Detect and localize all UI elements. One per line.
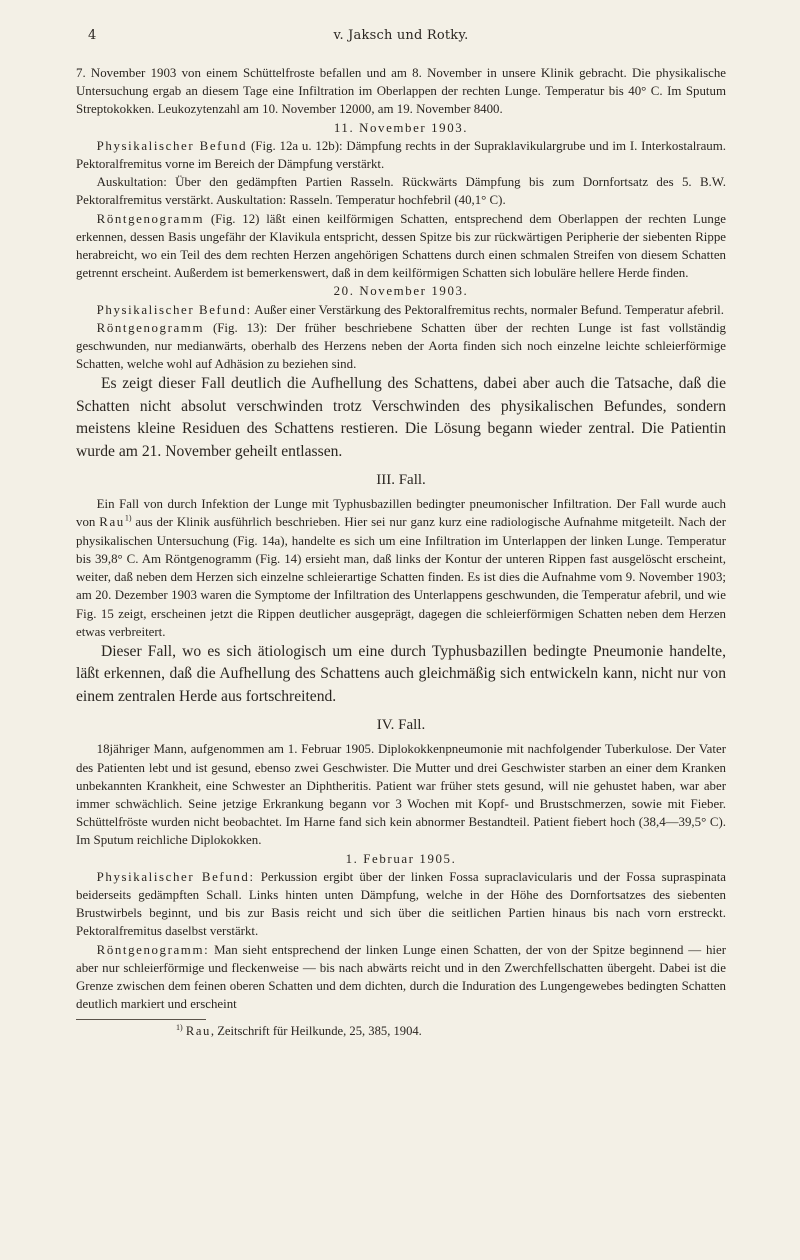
paragraph xyxy=(76,495,726,641)
summary-paragraph: Dieser Fall, wo es sich ätiologisch um eine durch Typhusbazillen bedingte Pneumonie handelte, läßt erkennen, daß die Aufhellung des Schattens auch gleichmäßig sich entwickeln kann, nicht nur von einem zentralen Herde aus fortschreitend. xyxy=(76,642,726,705)
running-title: v. Jaksch und Rotky. xyxy=(333,28,469,43)
page-header xyxy=(72,28,730,48)
footnote-ref: 1) xyxy=(124,514,132,524)
spaced-lead: Röntgenogramm xyxy=(96,211,205,226)
paragraph xyxy=(76,301,726,319)
paragraph xyxy=(76,319,726,374)
footnote-divider xyxy=(76,1019,206,1020)
paragraph-text: aus der Klinik ausführlich beschrieben. Hier sei nur ganz kurz eine radiologische Aufnahme mitgeteilt. Nach der physikalischen Untersuchung (Fig. 14a), handelte es sich um eine Infiltration im Unterlappen der linken Lunge. Temperatur bis 39,8° C. Am Röntgenogramm (Fig. 14) ersieht man, daß links der Kontur der unteren Rippen fast ausgelöscht erscheint, weiter, daß neben dem Herzen sich einzelne schleierartige Schatten finden. Es ist dies die Aufnahme vom 9. November 1903; am 20. Dezember 1903 waren die Symptome der Infiltration des Unterlappens geschwunden, die Temperatur afebril, und wie Fig. 15 zeigt, erscheinen jetzt die Rippen deutlicher ausgeprägt, dagegen die schleierförmigen Schatten neben dem Herzen etwas verbreitert. xyxy=(76,515,726,639)
spaced-lead: Physikalischer Befund: xyxy=(96,302,252,317)
footnote-mark: 1) xyxy=(176,1023,183,1033)
paragraph: 7. November 1903 von einem Schüttelfroste befallen und am 8. November in unsere Klinik gebracht. Die physikalische Untersuchung ergab an diesem Tage eine Infiltration im Oberlappen der rechten Lunge. Temperatur bis 40° C. Im Sputum Streptokokken. Leukozytenzahl am 10. November 12000, am 19. November 8400. xyxy=(76,66,726,117)
footnote-text: , Zeitschrift für Heilkunde, 25, 385, 1904. xyxy=(210,1024,422,1039)
date-line: 20. November 1903. xyxy=(333,284,469,299)
paragraph xyxy=(76,941,726,1014)
spaced-lead: Physikalischer Befund xyxy=(96,138,248,153)
paragraph: Auskultation: Über den gedämpften Partien Rasseln. Rückwärts Dämpfung bis zum Dornfortsatz des 5. B.W. Pektoralfremitus verstärkt. Auskultation: Rasseln. Temperatur hochfebril (40,1° C). xyxy=(76,175,726,208)
paragraph: 18jähriger Mann, aufgenommen am 1. Februar 1905. Diplokokkenpneumonie mit nachfolgender Tuberkulose. Der Vater des Patienten lebt und ist gesund, ebenso zwei Geschwister. Die Mutter und drei Geschwister starben an einer dem Kranken unbekannten Krankheit, eine Schwester an Diphtheritis. Patient war früher stets gesund, will nie gehustet haben, war aber immer schwächlich. Seine jetzige Erkrankung begann vor 3 Wochen mit Kopf- und Brustschmerzen, sowie mit Fieber. Schüttelfröste wurden nicht beobachtet. Im Harne fand sich kein abnormer Bestandteil. Patient fiebert hoch (38,4—39,5° C). Im Sputum reichliche Diplokokken. xyxy=(76,742,726,848)
paragraph-text: (Fig. 12a u. 12b): Dämpfung rechts in der Supraklavikulargrube und im I. Interkostalraum. Pektoralfremitus vorne im Bereich der Dämpfung verstärkt. xyxy=(76,138,726,172)
paragraph xyxy=(76,210,726,283)
paragraph-text: Ein Fall von durch Infektion der Lunge mit Typhusbazillen bedingter pneumonischer Infiltration. Der Fall wurde auch von xyxy=(76,497,726,530)
section-heading: IV. Fall. xyxy=(376,717,426,734)
spaced-lead: Röntgenogramm xyxy=(96,320,205,335)
date-line: 11. November 1903. xyxy=(333,120,469,135)
page-body xyxy=(76,64,726,1041)
paragraph-text: Außer einer Verstärkung des Pektoralfremitus rechts, normaler Befund. Temperatur afebril. xyxy=(251,302,724,317)
paragraph xyxy=(76,868,726,941)
paragraph-text: (Fig. 12) läßt einen keilförmigen Schatten, entsprechend dem Oberlappen der rechten Lunge erkennen, dessen Basis ungefähr der Klavikula entspricht, dessen Spitze bis zur rückwärtigen Peripherie der siebenten Rippe herabreicht, wo ein Teil des dem rechten Herzen angehörigen Schattens durch einen schmalen Streifen von diesem Schatten getrennt erscheint. Außerdem ist bemerkenswert, daß in dem keilförmigen Schatten sich lobuläre hellere Herde finden. xyxy=(76,211,726,281)
date-line: 1. Februar 1905. xyxy=(345,851,457,866)
spaced-lead: Physikalischer Befund: xyxy=(96,869,255,884)
paragraph xyxy=(76,137,726,173)
author-name: Rau xyxy=(99,515,125,530)
paragraph-text: (Fig. 13): Der früher beschriebene Schatten über der rechten Lunge ist fast vollständig geschwunden, nur medianwärts, oberhalb des Herzens neben der Aorta finden sich noch einzelne leichte schleierförmige Schatten, welche wohl auf Adhäsion zu beziehen sind. xyxy=(76,320,726,372)
footnote-author: Rau xyxy=(185,1024,211,1039)
footnote xyxy=(76,1022,726,1040)
summary-paragraph: Es zeigt dieser Fall deutlich die Aufhellung des Schattens, dabei aber auch die Tatsache, daß die Schatten nicht absolut verschwinden trotz Verschwinden des physikalischen Befundes, sondern meistens kleine Residuen des Schattens restieren. Die Lösung begann wieder zentral. Die Patientin wurde am 21. November geheilt entlassen. xyxy=(76,375,726,460)
section-heading: III. Fall. xyxy=(376,472,426,489)
spaced-lead: Röntgenogramm: xyxy=(96,942,210,957)
paragraph-text: Man sieht entsprechend der linken Lunge einen Schatten, der von der Spitze beginnend — hier aber nur schleierförmige und fleckenweise — bis nach abwärts reicht und in den Zwerchfellschatten übergeht. Dabei ist die Grenze zwischen dem feinen oberen Schatten und dem dichten, durch die Induration des Lungengewebes bedingten Schatten deutlich markiert und erscheint xyxy=(76,942,726,1012)
paragraph-text: Perkussion ergibt über der linken Fossa supraclavicularis und der Fossa supraspinata beiderseits gedämpften Schall. Links hinten unten Dämpfung, welche in der Höhe des Dornfortsatzes des siebenten Brustwirbels beginnt, und bis zur Basis reicht und sich über die seitlichen Partien hinaus bis nach vorn erstreckt. Pektoralfremitus daselbst verstärkt. xyxy=(76,869,726,939)
page-number: 4 xyxy=(88,28,97,43)
